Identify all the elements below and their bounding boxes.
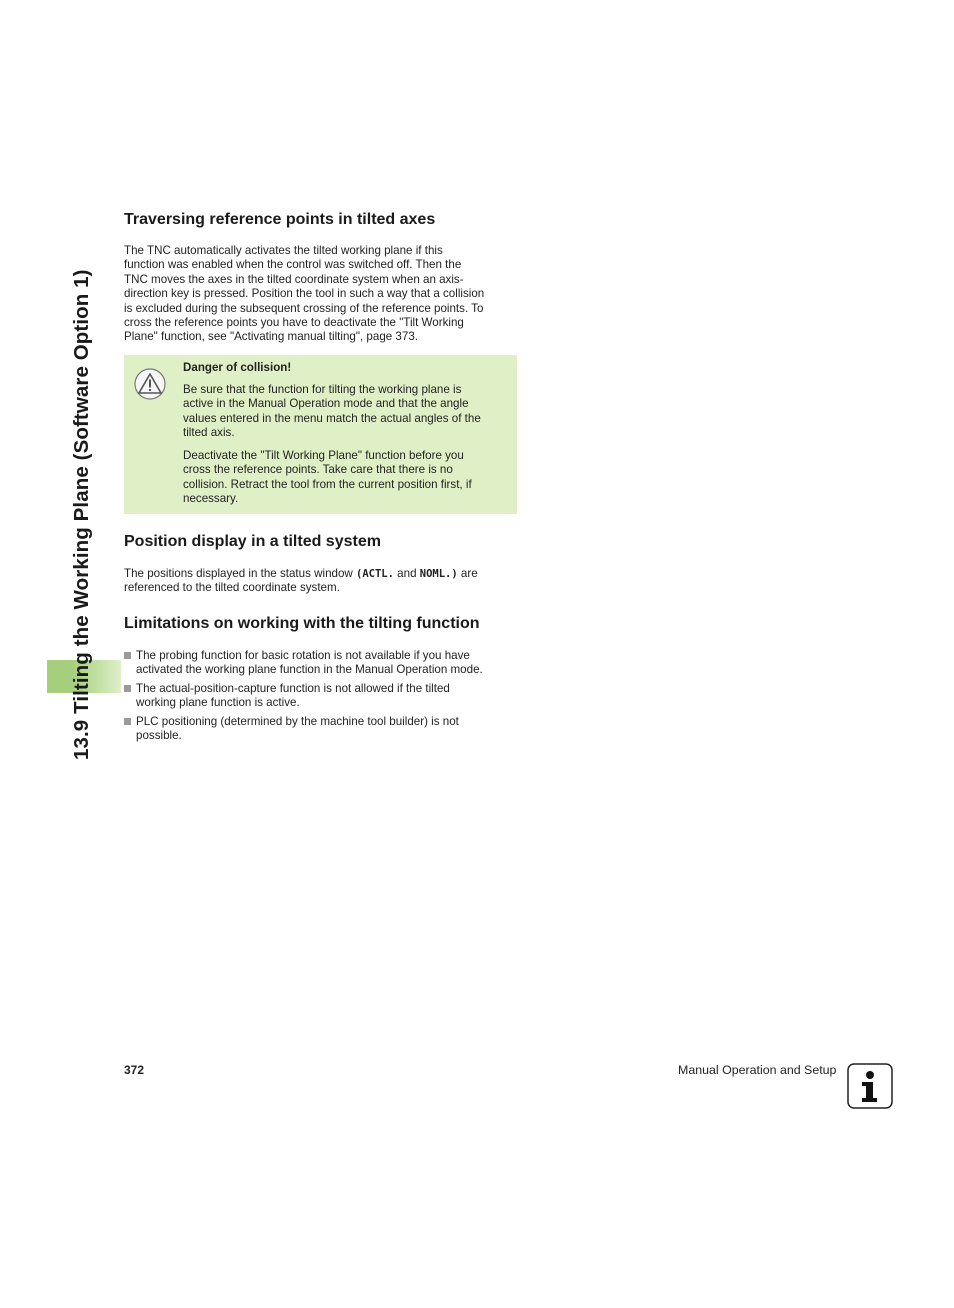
chapter-side-title: 13.9 Tilting the Working Plane (Software Option 1) <box>70 269 93 760</box>
list-item: The probing function for basic rotation is not available if you have activated the working plane function in the Manual Operation mode. <box>124 649 524 678</box>
note-paragraph-2: Deactivate the "Tilt Working Plane" function before you cross the reference points. Take care that there is no collision. Retract the tool from the current position first, if necessary. <box>183 449 472 506</box>
bullet-square-icon <box>124 685 131 692</box>
code-noml: NOML.) <box>419 568 458 580</box>
heading-limitations: Limitations on working with the tilting function <box>124 615 480 632</box>
info-icon <box>847 1063 893 1109</box>
note-paragraph-1: Be sure that the function for tilting the working plane is active in the Manual Operation mode and that the angle values entered in the menu match the actual angles of the tilted axis. <box>183 383 481 440</box>
collision-warning-note <box>124 355 517 514</box>
heading-traversing: Traversing reference points in tilted axes <box>124 211 436 228</box>
position-paragraph: The positions displayed in the status window (ACTL. and NOML.) are referenced to the tilted coordinate system. <box>124 567 478 595</box>
heading-position-display: Position display in a tilted system <box>124 533 381 550</box>
note-title: Danger of collision! <box>183 361 292 374</box>
list-item: The actual-position-capture function is not allowed if the tilted working plane function is active. <box>124 682 524 711</box>
bullet-square-icon <box>124 652 131 659</box>
limitations-list <box>124 649 524 747</box>
list-item: PLC positioning (determined by the machine tool builder) is not possible. <box>124 715 524 744</box>
footer-chapter-title: Manual Operation and Setup <box>678 1063 837 1077</box>
page-number: 372 <box>124 1063 145 1077</box>
traversing-paragraph: The TNC automatically activates the tilted working plane if this function was enabled when the control was switched off. Then the TNC moves the axes in the tilted coordinate system when an axis- direction key is pressed. Position the tool in such a way that a collision is excluded during the subsequent crossing of the reference points. To cross the reference points you have to deactivate the "Tilt Working Plane" function, see "Activating manual tilting", page 373. <box>124 244 485 344</box>
bullet-square-icon <box>124 718 131 725</box>
code-actl: (ACTL. <box>356 568 394 580</box>
warning-icon <box>134 368 166 400</box>
